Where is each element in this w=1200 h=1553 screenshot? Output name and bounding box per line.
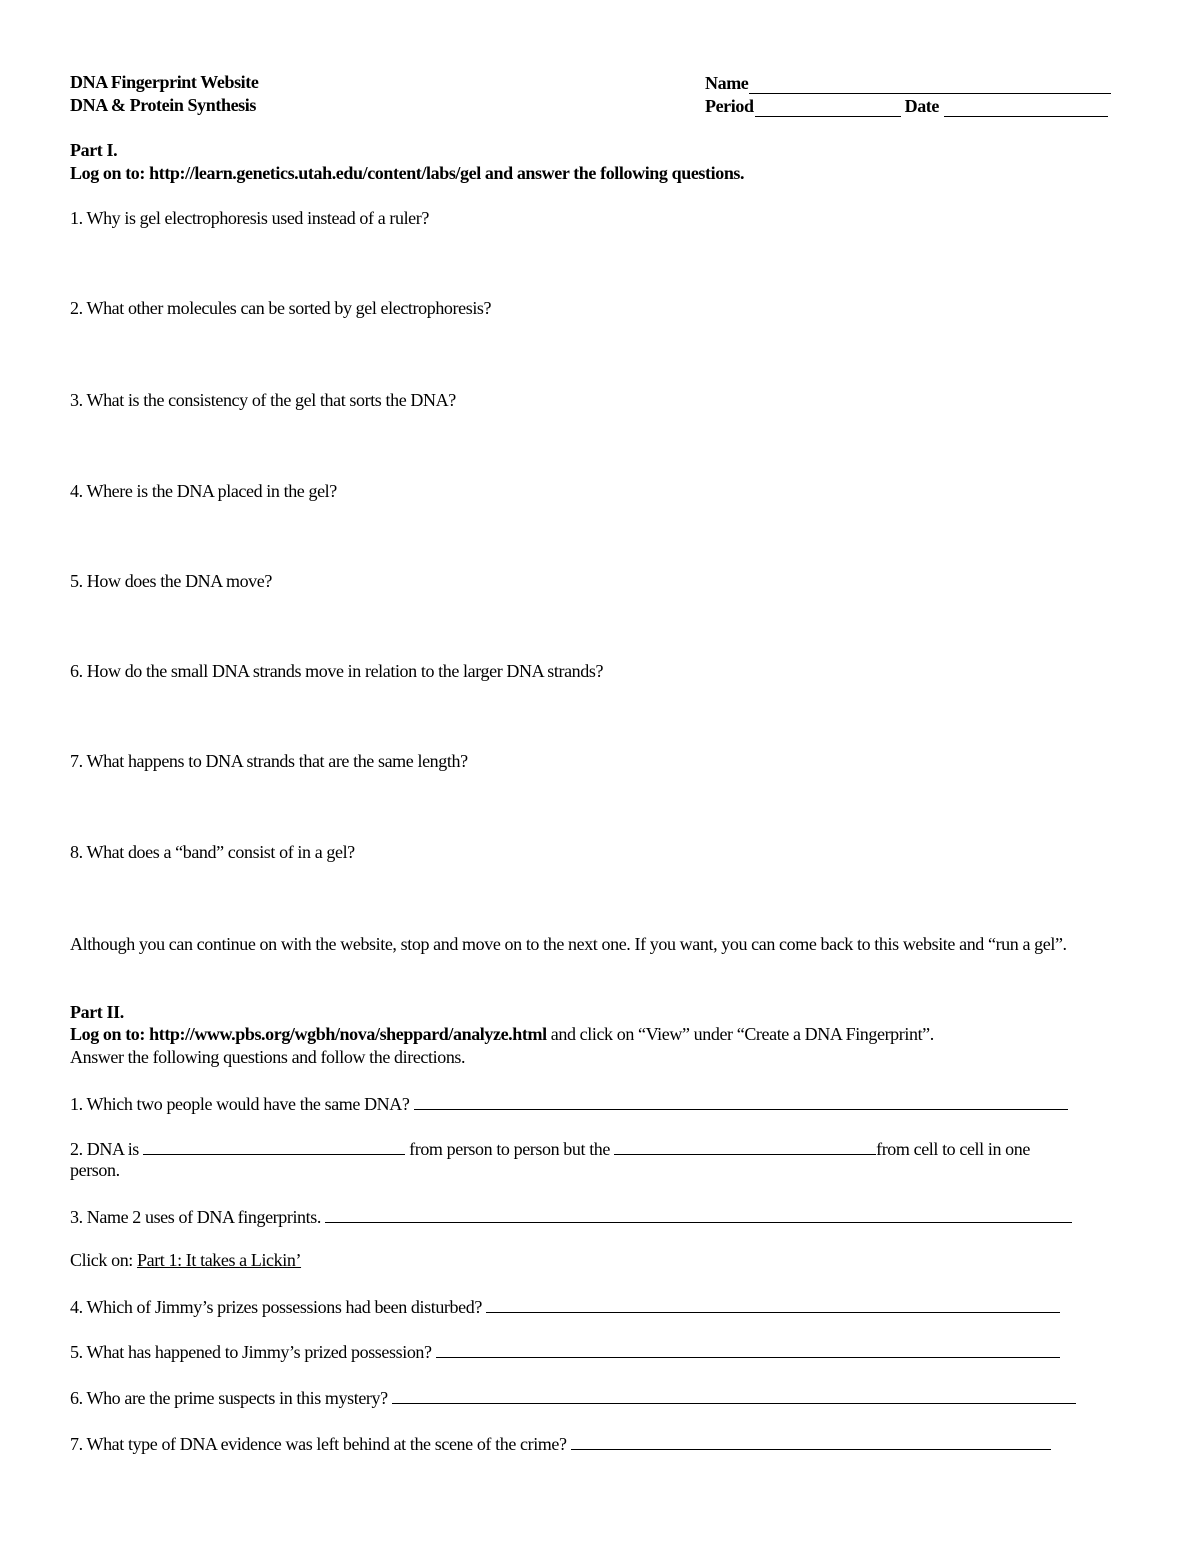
part1-question-6: 6. How do the small DNA strands move in relation to the larger DNA strands?	[70, 661, 604, 681]
part1-question-1: 1. Why is gel electrophoresis used instead of a ruler?	[70, 208, 429, 228]
name-blank[interactable]	[749, 75, 1111, 94]
part2-q6-text: 6. Who are the prime suspects in this mystery?	[70, 1388, 388, 1408]
part2-q2-text-d: person.	[70, 1160, 120, 1180]
part2-q1-text: 1. Which two people would have the same DNA?	[70, 1094, 410, 1114]
worksheet-page	[70, 0, 1132, 1553]
part1-instruction-suffix: and answer the following questions.	[480, 163, 745, 183]
part2-instruction-line2: Answer the following questions and follow the directions.	[70, 1047, 466, 1067]
part1-url-link[interactable]: http://learn.genetics.utah.edu/content/labs/gel	[149, 163, 481, 183]
click-instruction	[70, 1249, 301, 1271]
part2-q3-answer-blank[interactable]	[325, 1204, 1072, 1223]
part2-instruction-suffix: and click on “View” under “Create a DNA Fingerprint”.	[546, 1024, 934, 1044]
part2-question-3	[70, 1204, 1072, 1228]
worksheet-title: DNA Fingerprint Website	[70, 72, 259, 92]
part2-q4-answer-blank[interactable]	[486, 1294, 1060, 1313]
part2-q5-answer-blank[interactable]	[436, 1339, 1060, 1358]
header-left	[70, 71, 258, 117]
part1-question-3: 3. What is the consistency of the gel that sorts the DNA?	[70, 390, 456, 410]
part2-q7-answer-blank[interactable]	[571, 1431, 1051, 1450]
period-blank[interactable]	[755, 98, 901, 117]
part1-question-8: 8. What does a “band” consist of in a gel?	[70, 842, 355, 862]
date-label: Date	[904, 96, 939, 116]
part1-closing-note: Although you can continue on with the website, stop and move on to the next one. If you want, you can come back to this website and “run a gel”.	[70, 934, 1067, 954]
part2-q2-text-b: from person to person but the	[409, 1139, 610, 1159]
part2-question-7	[70, 1431, 1051, 1455]
part2-q1-answer-blank[interactable]	[414, 1091, 1068, 1110]
part2-question-4	[70, 1294, 1060, 1318]
part1-lickin-link[interactable]: Part 1: It takes a Lickin’	[137, 1250, 302, 1270]
part2-instruction	[70, 1023, 934, 1045]
part1-question-7: 7. What happens to DNA strands that are the same length?	[70, 751, 468, 771]
part2-q4-text: 4. Which of Jimmy’s prizes possessions had been disturbed?	[70, 1297, 482, 1317]
worksheet-subtitle: DNA & Protein Synthesis	[70, 95, 256, 115]
part2-q2-blank-1[interactable]	[143, 1136, 405, 1155]
part1-question-2: 2. What other molecules can be sorted by gel electrophoresis?	[70, 298, 492, 318]
part2-question-1	[70, 1091, 1068, 1115]
part2-q2-text-a: 2. DNA is	[70, 1139, 139, 1159]
header-right	[705, 71, 1125, 117]
part2-question-5	[70, 1339, 1060, 1363]
part2-q6-answer-blank[interactable]	[392, 1385, 1076, 1404]
part2-q7-text: 7. What type of DNA evidence was left behind at the scene of the crime?	[70, 1434, 567, 1454]
part1-instruction-prefix: Log on to:	[70, 163, 150, 183]
period-label: Period	[705, 96, 754, 116]
part2-question-2	[70, 1136, 1030, 1160]
part1-question-4: 4. Where is the DNA placed in the gel?	[70, 481, 337, 501]
name-row	[705, 71, 1125, 94]
click-prefix: Click on:	[70, 1250, 137, 1270]
date-blank[interactable]	[944, 98, 1108, 117]
part2-q3-text: 3. Name 2 uses of DNA fingerprints.	[70, 1207, 321, 1227]
part2-q5-text: 5. What has happened to Jimmy’s prized possession?	[70, 1342, 432, 1362]
part2-instruction-prefix: Log on to:	[70, 1024, 150, 1044]
part1-instruction	[70, 162, 744, 184]
part1-question-5: 5. How does the DNA move?	[70, 571, 272, 591]
part2-q2-blank-2[interactable]	[614, 1136, 876, 1155]
part1-heading: Part I.	[70, 140, 118, 160]
part2-heading: Part II.	[70, 1002, 124, 1022]
part2-q2-text-c: from cell to cell in one	[876, 1139, 1030, 1159]
name-label: Name	[705, 73, 749, 93]
period-date-row	[705, 94, 1125, 117]
part2-question-6	[70, 1385, 1076, 1409]
part2-url-link[interactable]: http://www.pbs.org/wgbh/nova/sheppard/analyze.html	[149, 1024, 547, 1044]
